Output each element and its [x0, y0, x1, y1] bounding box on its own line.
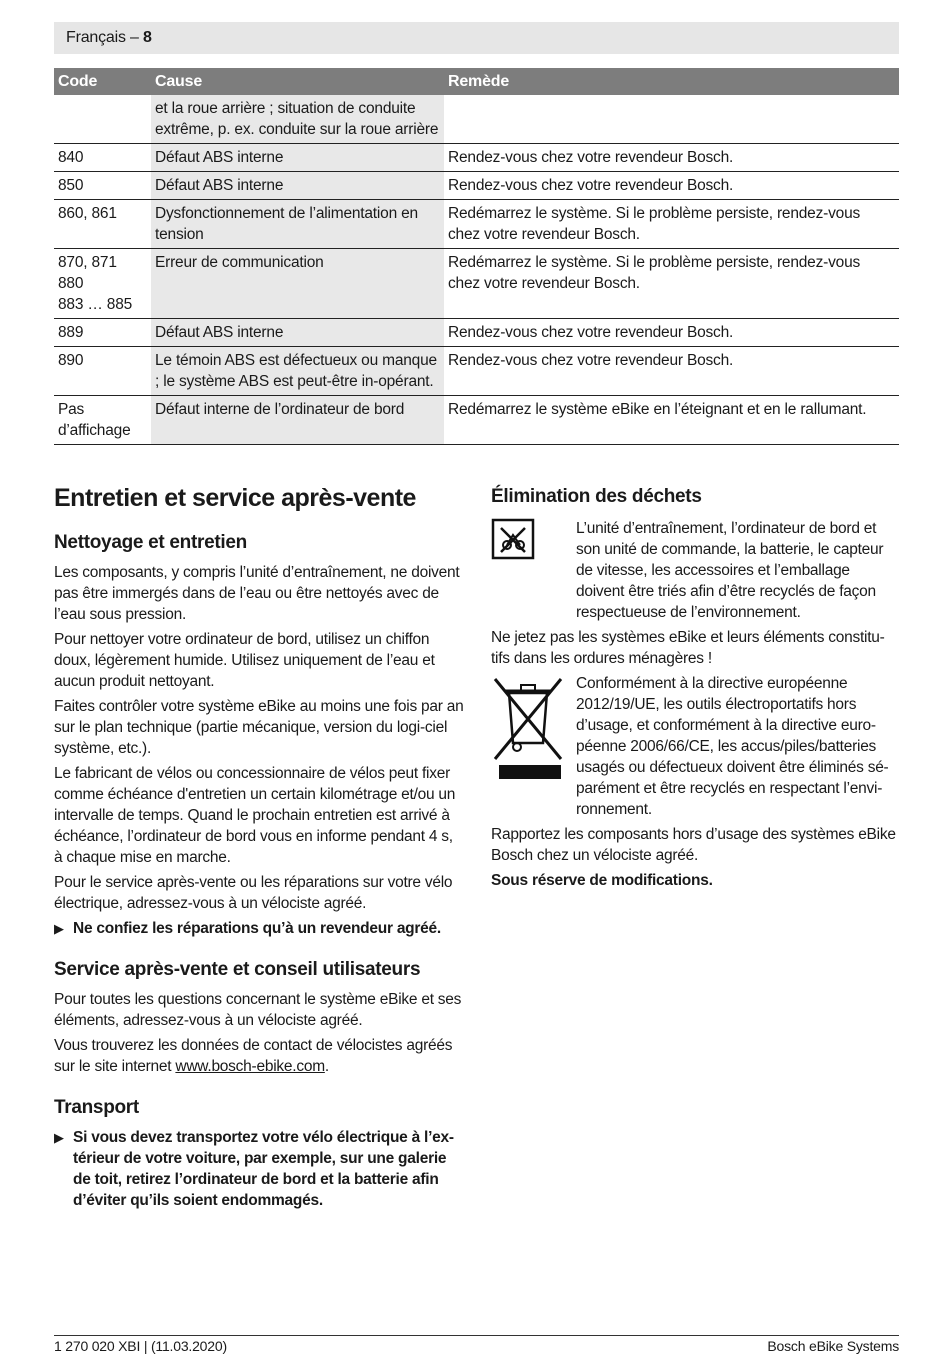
modification-note: Sous réserve de modifications. — [491, 872, 713, 889]
repair-warning-text: Ne confiez les réparations qu’à un revendeur agréé. — [73, 920, 441, 937]
cleaning-paragraph: Pour nettoyer votre ordinateur de bord, utilisez un chiffon doux, légèrement humide. Utilisez uniquement de l’eau et aucun produit nettoyant. — [54, 631, 435, 690]
header-remedy: Remède — [444, 68, 899, 95]
row-code: 889 — [54, 319, 151, 347]
row-code: 890 — [54, 347, 151, 396]
table-row — [54, 396, 899, 445]
transport-warning-text: Si vous devez transportez votre vélo électrique à l’ex-térieur de votre voiture, par exemple, sur une galerie de toit, retirez l’ordinateur de bord et la batterie afin d’éviter qu’ils soient endommagés. — [73, 1129, 454, 1209]
service-paragraph: Pour toutes les questions concernant le système eBike et ses éléments, adressez-vous à un vélociste agréé. — [54, 991, 462, 1029]
row-remedy — [444, 95, 899, 144]
cleaning-paragraph: Faites contrôler votre système eBike au moins une fois par an sur le plan technique (partie mécanique, version du logi-ciel système, etc.). — [54, 698, 464, 757]
repair-warning — [54, 918, 464, 943]
row-remedy: Redémarrez le système. Si le problème persiste, rendez-vous chez votre revendeur Bosch. — [444, 200, 899, 249]
disposal-heading: Élimination des déchets — [491, 486, 702, 507]
table-header-row — [54, 68, 899, 95]
row-code: 850 — [54, 172, 151, 200]
bullet-triangle-icon: ▶ — [54, 921, 64, 936]
maintenance-section — [54, 480, 464, 1215]
page-header — [54, 22, 899, 54]
section-title: Entretien et service après-vente — [54, 484, 416, 512]
row-code: 840 — [54, 144, 151, 172]
page-number: 8 — [142, 29, 152, 46]
row-cause: Le témoin ABS est défectueux ou manque ; le système ABS est peut-être in-opérant. — [151, 347, 444, 396]
cleaning-heading: Nettoyage et entretien — [54, 532, 247, 553]
weee-block — [491, 673, 899, 824]
table-row — [54, 95, 899, 144]
table-row — [54, 319, 899, 347]
row-code — [54, 95, 151, 144]
table-row — [54, 172, 899, 200]
disposal-paragraph: Ne jetez pas les systèmes eBike et leurs éléments constitu-tifs dans les ordures ménagères ! — [491, 629, 885, 667]
disposal-packaging-block — [491, 518, 899, 627]
code-line: 880 — [58, 275, 84, 292]
row-cause: Erreur de communication — [151, 249, 444, 319]
header-cause: Cause — [151, 68, 444, 95]
row-remedy: Redémarrez le système eBike en l’éteignant et en le rallumant. — [444, 396, 899, 445]
row-cause: Défaut ABS interne — [151, 319, 444, 347]
cleaning-paragraph: Pour le service après-vente ou les réparations sur votre vélo électrique, adressez-vous à un vélociste agréé. — [54, 874, 453, 912]
disposal-paragraph: L’unité d’entraînement, l’ordinateur de bord et son unité de commande, la batterie, le capteur de vitesse, les accessoires et l’emballage doivent être triés afin d’être recyclés de façon respectueuse de l’environnement. — [576, 520, 884, 621]
row-remedy: Redémarrez le système. Si le problème persiste, rendez-vous chez votre revendeur Bosch. — [444, 249, 899, 319]
crossed-out-bin-icon — [491, 673, 576, 824]
error-code-table — [54, 68, 899, 445]
table-row — [54, 200, 899, 249]
table-row — [54, 347, 899, 396]
cleaning-paragraph: Les composants, y compris l’unité d’entraînement, ne doivent pas être immergés dans de l’eau ou être nettoyés avec de l’eau sous pression. — [54, 564, 460, 623]
code-line: 883 … 885 — [58, 296, 133, 313]
disposal-section — [491, 484, 899, 895]
code-line: 870, 871 — [58, 254, 117, 271]
row-cause: Défaut interne de l’ordinateur de bord — [151, 396, 444, 445]
header-separator: – — [125, 29, 143, 46]
service-text-end: . — [324, 1058, 329, 1075]
weee-paragraph: Conformément à la directive européenne 2012/19/UE, les outils électroportatifs hors d’usage, et conformément à la directive euro-péenne 2006/66/CE, les accus/piles/batteries usagés ou défectueux doivent être éliminés sé-parément et être recyclés en respectant l’envi-ronnement. — [576, 675, 889, 818]
code-line: d’affichage — [58, 422, 131, 439]
cleaning-paragraph: Le fabricant de vélos ou concessionnaire de vélos peut fixer comme échéance d'entretien un certain kilométrage et/ou un intervalle de temps. Quand le prochain entretien est arrivé à échéance, l’ordinateur de bord vous en informe pendant 4 s, à chaque mise en marche. — [54, 765, 456, 866]
row-code — [54, 249, 151, 319]
service-heading: Service après-vente et conseil utilisateurs — [54, 959, 421, 980]
row-remedy: Rendez-vous chez votre revendeur Bosch. — [444, 144, 899, 172]
row-remedy: Rendez-vous chez votre revendeur Bosch. — [444, 319, 899, 347]
transport-warning — [54, 1127, 464, 1215]
service-paragraph — [54, 1035, 464, 1077]
recycling-symbol-icon — [491, 518, 576, 627]
row-cause: Défaut ABS interne — [151, 172, 444, 200]
row-cause: Dysfonctionnement de l’alimentation en tension — [151, 200, 444, 249]
row-remedy: Rendez-vous chez votre revendeur Bosch. — [444, 172, 899, 200]
bullet-triangle-icon: ▶ — [54, 1130, 64, 1145]
header-code: Code — [54, 68, 151, 95]
table-row — [54, 144, 899, 172]
row-cause: et la roue arrière ; situation de conduite extrême, p. ex. conduite sur la roue arrière — [151, 95, 444, 144]
disposal-paragraph: Rapportez les composants hors d’usage des systèmes eBike Bosch chez un vélociste agréé. — [491, 826, 896, 864]
header-language: Français — [66, 29, 126, 46]
bosch-ebike-link[interactable]: www.bosch-ebike.com — [175, 1058, 325, 1075]
code-line: Pas — [58, 401, 85, 418]
row-code — [54, 396, 151, 445]
transport-heading: Transport — [54, 1097, 139, 1118]
row-code: 860, 861 — [54, 200, 151, 249]
row-remedy: Rendez-vous chez votre revendeur Bosch. — [444, 347, 899, 396]
row-cause: Défaut ABS interne — [151, 144, 444, 172]
service-text: Vous trouverez les données de contact de vélocistes agréés sur le site internet — [54, 1037, 453, 1075]
footer-document-id: 1 270 020 XBI | (11.03.2020) — [54, 1338, 227, 1354]
footer-divider — [54, 1335, 899, 1336]
footer-brand: Bosch eBike Systems — [767, 1338, 899, 1354]
table-row — [54, 249, 899, 319]
